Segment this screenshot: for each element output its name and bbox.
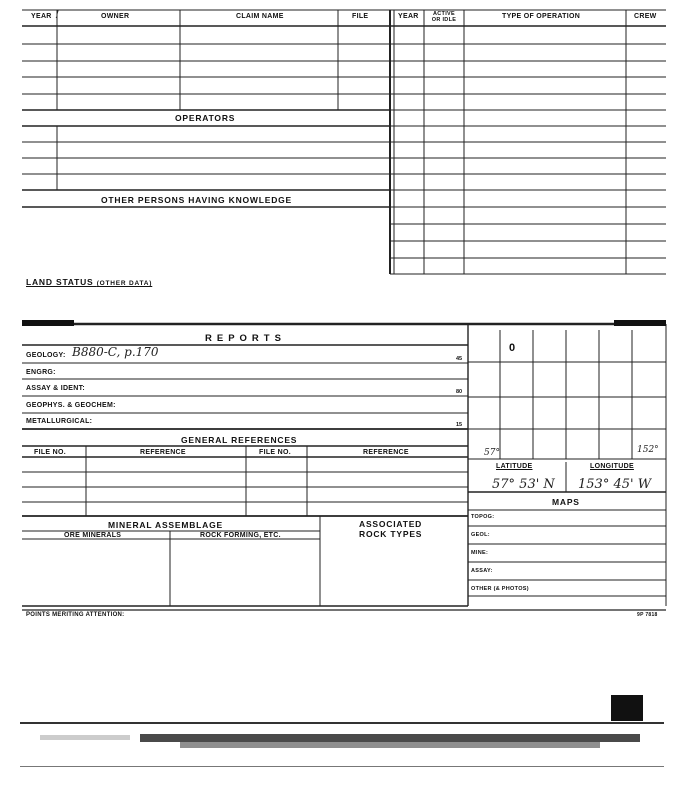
- maps-geol: GEOL:: [471, 532, 490, 538]
- report-label-assay: ASSAY & IDENT:: [26, 385, 86, 392]
- corner-right-label: 152°: [637, 445, 659, 455]
- land-status-label: LAND STATUS: [26, 277, 94, 287]
- scan-mark-left: [22, 320, 74, 326]
- header-year-2: YEAR: [398, 13, 419, 20]
- longitude-label: LONGITUDE: [590, 463, 634, 470]
- section-other-persons: OTHER PERSONS HAVING KNOWLEDGE: [101, 195, 293, 205]
- associated-line-1: ASSOCIATED: [359, 519, 423, 529]
- header-file: FILE: [352, 13, 369, 20]
- gr-header-file-no-1: FILE NO.: [34, 449, 66, 456]
- report-value-geology: B880-C, p.170: [72, 345, 159, 359]
- gr-header-reference-1: REFERENCE: [140, 449, 186, 456]
- report-num-metallurgical: 15: [456, 422, 463, 428]
- maps-topog: TOPOG:: [471, 514, 495, 520]
- report-label-geology: GEOLOGY:: [26, 352, 66, 359]
- report-num-geology: 45: [456, 356, 463, 362]
- form-number: 9P 7818: [637, 612, 658, 618]
- associated-line-2: ROCK TYPES: [359, 529, 423, 539]
- year-hand-mark: !: [55, 8, 60, 21]
- section-land-status: [26, 277, 152, 287]
- header-active-idle: ACTIVE OR IDLE: [431, 11, 457, 23]
- header-crew: CREW: [634, 13, 657, 20]
- report-label-engrg: ENGRG:: [26, 369, 56, 376]
- land-status-note: (OTHER DATA): [96, 280, 153, 287]
- report-label-metallurgical: METALLURGICAL:: [26, 418, 93, 425]
- latitude-label: LATITUDE: [496, 463, 533, 470]
- points-meriting-attention: POINTS MERITING ATTENTION:: [26, 612, 125, 618]
- header-type-of-operation: TYPE OF OPERATION: [502, 13, 581, 20]
- maps-mine: MINE:: [471, 550, 489, 556]
- reports-title: R E P O R T S: [205, 333, 283, 344]
- corner-left-label: 57°: [484, 448, 500, 458]
- report-num-assay: 80: [456, 389, 463, 395]
- longitude-value: 153° 45' W: [578, 477, 652, 492]
- header-owner: OWNER: [101, 13, 130, 20]
- mineral-assemblage-title: MINERAL ASSEMBLAGE: [108, 520, 223, 530]
- latitude-value: 57° 53' N: [492, 477, 555, 492]
- scan-noise-band: [20, 722, 664, 767]
- scan-block-mark: [611, 695, 643, 721]
- gr-header-file-no-2: FILE NO.: [259, 449, 291, 456]
- mineral-col-rock-forming: ROCK FORMING, ETC.: [200, 532, 281, 539]
- maps-assay: ASSAY:: [471, 568, 493, 574]
- section-operators: OPERATORS: [175, 113, 236, 123]
- report-label-geophys: GEOPHYS. & GEOCHEM:: [26, 402, 116, 409]
- maps-other: OTHER (& PHOTOS): [471, 586, 529, 592]
- header-claim-name: CLAIM NAME: [236, 13, 284, 20]
- general-references-title: GENERAL REFERENCES: [181, 435, 298, 445]
- gr-header-reference-2: REFERENCE: [363, 449, 409, 456]
- header-year: YEAR: [31, 13, 52, 20]
- grid-mark: 0: [509, 342, 516, 354]
- mineral-col-ore: ORE MINERALS: [64, 532, 122, 539]
- scan-mark-right: [614, 320, 666, 326]
- maps-title: MAPS: [552, 497, 580, 507]
